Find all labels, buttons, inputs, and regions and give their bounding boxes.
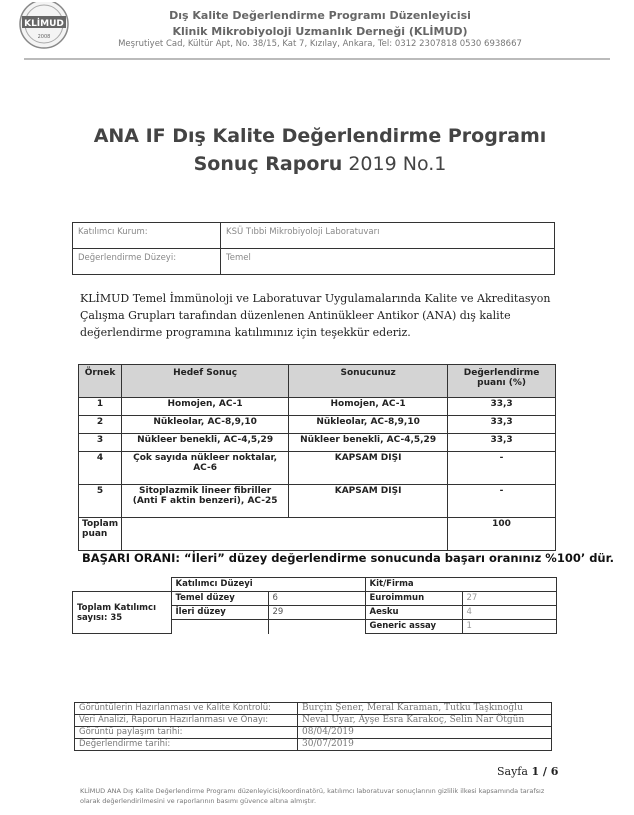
total-participants: Toplam Katılımcı sayısı: 35 bbox=[73, 592, 172, 634]
table-row bbox=[79, 452, 556, 485]
table-row bbox=[79, 434, 556, 452]
institution-value: KSÜ Tıbbi Mikrobiyoloji Laboratuvarı bbox=[221, 223, 555, 249]
col-sample: Örnek bbox=[79, 365, 122, 398]
level-name: Temel düzey bbox=[171, 592, 268, 606]
level-label: Değerlendirme Düzeyi: bbox=[73, 249, 221, 275]
total-empty bbox=[122, 518, 448, 551]
score: - bbox=[448, 452, 556, 485]
table-row bbox=[79, 485, 556, 518]
table-row bbox=[79, 416, 556, 434]
svg-text:2008: 2008 bbox=[37, 34, 51, 40]
total-row bbox=[79, 518, 556, 551]
your-result: Nükleolar, AC-8,9,10 bbox=[289, 416, 448, 434]
total-label: Toplam puan bbox=[79, 518, 122, 551]
sample-number: 5 bbox=[79, 485, 122, 518]
target-result: Sitoplazmik lineer fibriller (Anti F aktin benzeri), AC-25 bbox=[122, 485, 289, 518]
header-association-line: Klinik Mikrobiyoloji Uzmanlık Derneği (KLİMUD) bbox=[172, 25, 468, 38]
header-address: Meşrutiyet Cad, Kültür Apt, No. 38/15, Kat 7, Kızılay, Ankara, Tel: 0312 2307818 0530 6938667 bbox=[118, 39, 522, 49]
credit-label: Veri Analizi, Raporun Hazırlanması ve Onayı: bbox=[75, 715, 298, 727]
blank-cell bbox=[268, 620, 365, 634]
confidentiality-disclaimer: KLİMUD ANA Dış Kalite Değerlendirme Programı düzenleyicisi/koordinatörü, katılımcı laboratuvar sonuçlarının gizlilik ilkesi kapsamında tarafsız olarak değerlendirilmesini ve raporlarının basımı güvence altına almıştır. bbox=[80, 787, 545, 805]
header-divider bbox=[24, 58, 610, 60]
kit-count: 1 bbox=[462, 620, 557, 634]
report-credits-table bbox=[74, 702, 552, 751]
participant-stats-table bbox=[72, 577, 557, 634]
credit-label: Değerlendirme tarihi: bbox=[75, 739, 298, 751]
your-result: KAPSAM DIŞI bbox=[289, 485, 448, 518]
participant-info-table bbox=[72, 222, 555, 275]
score: - bbox=[448, 485, 556, 518]
col-yours: Sonucunuz bbox=[289, 365, 448, 398]
institution-label: Katılımcı Kurum: bbox=[73, 223, 221, 249]
col-score: Değerlendirme puanı (%) bbox=[448, 365, 556, 398]
kit-header: Kit/Firma bbox=[365, 578, 557, 592]
thanks-paragraph: KLİMUD Temel İmmünoloji ve Laboratuvar Uygulamalarında Kalite ve Akreditasyon Çalışma Grupları tarafından düzenlenen Antinükleer Antikor (ANA) dış kalite değerlendirme programına katılımınız için teşekkür ederiz. bbox=[80, 292, 551, 339]
success-rate: BAŞARI ORANI: “İleri” düzey değerlendirme sonucunda başarı oranınız %100’ dür. bbox=[82, 551, 615, 565]
level-name: İleri düzey bbox=[171, 606, 268, 620]
score: 33,3 bbox=[448, 398, 556, 416]
report-subtitle: Sonuç Raporu 2019 No.1 bbox=[193, 153, 447, 175]
level-count: 29 bbox=[268, 606, 365, 620]
results-header-row bbox=[79, 365, 556, 398]
sample-number: 4 bbox=[79, 452, 122, 485]
total-value: 100 bbox=[448, 518, 556, 551]
target-result: Nükleolar, AC-8,9,10 bbox=[122, 416, 289, 434]
credit-label: Görüntülerin Hazırlanması ve Kalite Kontrolü: bbox=[75, 703, 298, 715]
level-count: 6 bbox=[268, 592, 365, 606]
level-value: Temel bbox=[221, 249, 555, 275]
klimud-logo bbox=[14, 2, 74, 54]
table-row bbox=[79, 398, 556, 416]
sample-number: 3 bbox=[79, 434, 122, 452]
credit-value: Neval Uyar, Ayşe Esra Karakoç, Selin Nar Ötgün bbox=[298, 715, 552, 727]
credit-value: Burçin Şener, Meral Karaman, Tutku Taşkınoğlu bbox=[298, 703, 552, 715]
blank-cell bbox=[171, 620, 268, 634]
sample-number: 1 bbox=[79, 398, 122, 416]
report-title: ANA IF Dış Kalite Değerlendirme Programı bbox=[93, 125, 547, 147]
blank-cell bbox=[73, 578, 172, 592]
target-result: Çok sayıda nükleer noktalar, AC-6 bbox=[122, 452, 289, 485]
credit-value: 08/04/2019 bbox=[298, 727, 552, 739]
credit-value: 30/07/2019 bbox=[298, 739, 552, 751]
your-result: Homojen, AC-1 bbox=[289, 398, 448, 416]
sample-number: 2 bbox=[79, 416, 122, 434]
page-number: Sayfa 1 / 6 bbox=[497, 765, 559, 778]
kit-count: 4 bbox=[462, 606, 557, 620]
your-result: KAPSAM DIŞI bbox=[289, 452, 448, 485]
level-header: Katılımcı Düzeyi bbox=[171, 578, 365, 592]
score: 33,3 bbox=[448, 416, 556, 434]
target-result: Homojen, AC-1 bbox=[122, 398, 289, 416]
kit-count: 27 bbox=[462, 592, 557, 606]
col-target: Hedef Sonuç bbox=[122, 365, 289, 398]
score: 33,3 bbox=[448, 434, 556, 452]
svg-text:KLİMUD: KLİMUD bbox=[24, 19, 64, 29]
credit-label: Görüntü paylaşım tarihi: bbox=[75, 727, 298, 739]
header-organizer-line: Dış Kalite Değerlendirme Programı Düzenleyicisi bbox=[169, 9, 471, 22]
your-result: Nükleer benekli, AC-4,5,29 bbox=[289, 434, 448, 452]
target-result: Nükleer benekli, AC-4,5,29 bbox=[122, 434, 289, 452]
kit-name: Euroimmun bbox=[365, 592, 462, 606]
results-table bbox=[78, 364, 556, 551]
kit-name: Generic assay bbox=[365, 620, 462, 634]
kit-name: Aesku bbox=[365, 606, 462, 620]
